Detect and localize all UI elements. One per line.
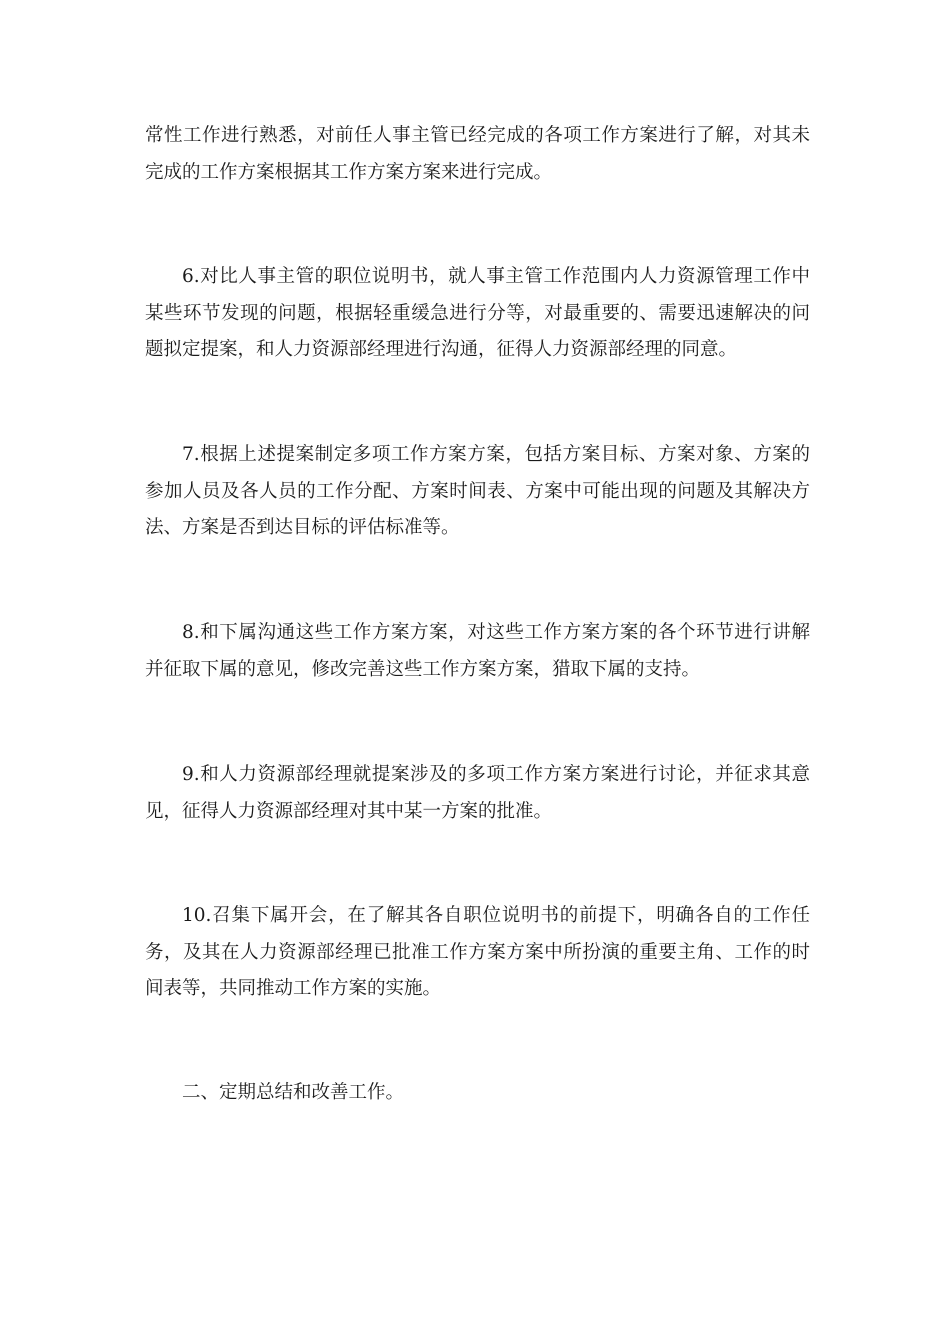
paragraph-item-10: 10.召集下属开会，在了解其各自职位说明书的前提下，明确各自的工作任务，及其在人力资源部经理已批准工作方案方案中所扮演的重要主角、工作的时间表等，共同推动工作方案的实施。 bbox=[145, 905, 810, 999]
section-heading-2: 二、定期总结和改善工作。 bbox=[182, 1082, 405, 1103]
paragraph-item-7: 7.根据上述提案制定多项工作方案方案，包括方案目标、方案对象、方案的参加人员及各人员的工作分配、方案时间表、方案中可能出现的问题及其解决方法、方案是否到达目标的评估标准等。 bbox=[145, 444, 810, 538]
paragraph-item-6: 6.对比人事主管的职位说明书，就人事主管工作范围内人力资源管理工作中某些环节发现的问题，根据轻重缓急进行分等，对最重要的、需要迅速解决的问题拟定提案，和人力资源部经理进行沟通，征得人力资源部经理的同意。 bbox=[145, 266, 810, 360]
paragraph-item-8: 8.和下属沟通这些工作方案方案，对这些工作方案方案的各个环节进行讲解并征取下属的意见，修改完善这些工作方案方案，猎取下属的支持。 bbox=[145, 622, 810, 680]
paragraph-continuation: 常性工作进行熟悉，对前任人事主管已经完成的各项工作方案进行了解，对其未完成的工作方案根据其工作方案方案来进行完成。 bbox=[145, 125, 810, 183]
paragraph-item-9: 9.和人力资源部经理就提案涉及的多项工作方案方案进行讨论，并征求其意见，征得人力资源部经理对其中某一方案的批准。 bbox=[145, 764, 810, 822]
